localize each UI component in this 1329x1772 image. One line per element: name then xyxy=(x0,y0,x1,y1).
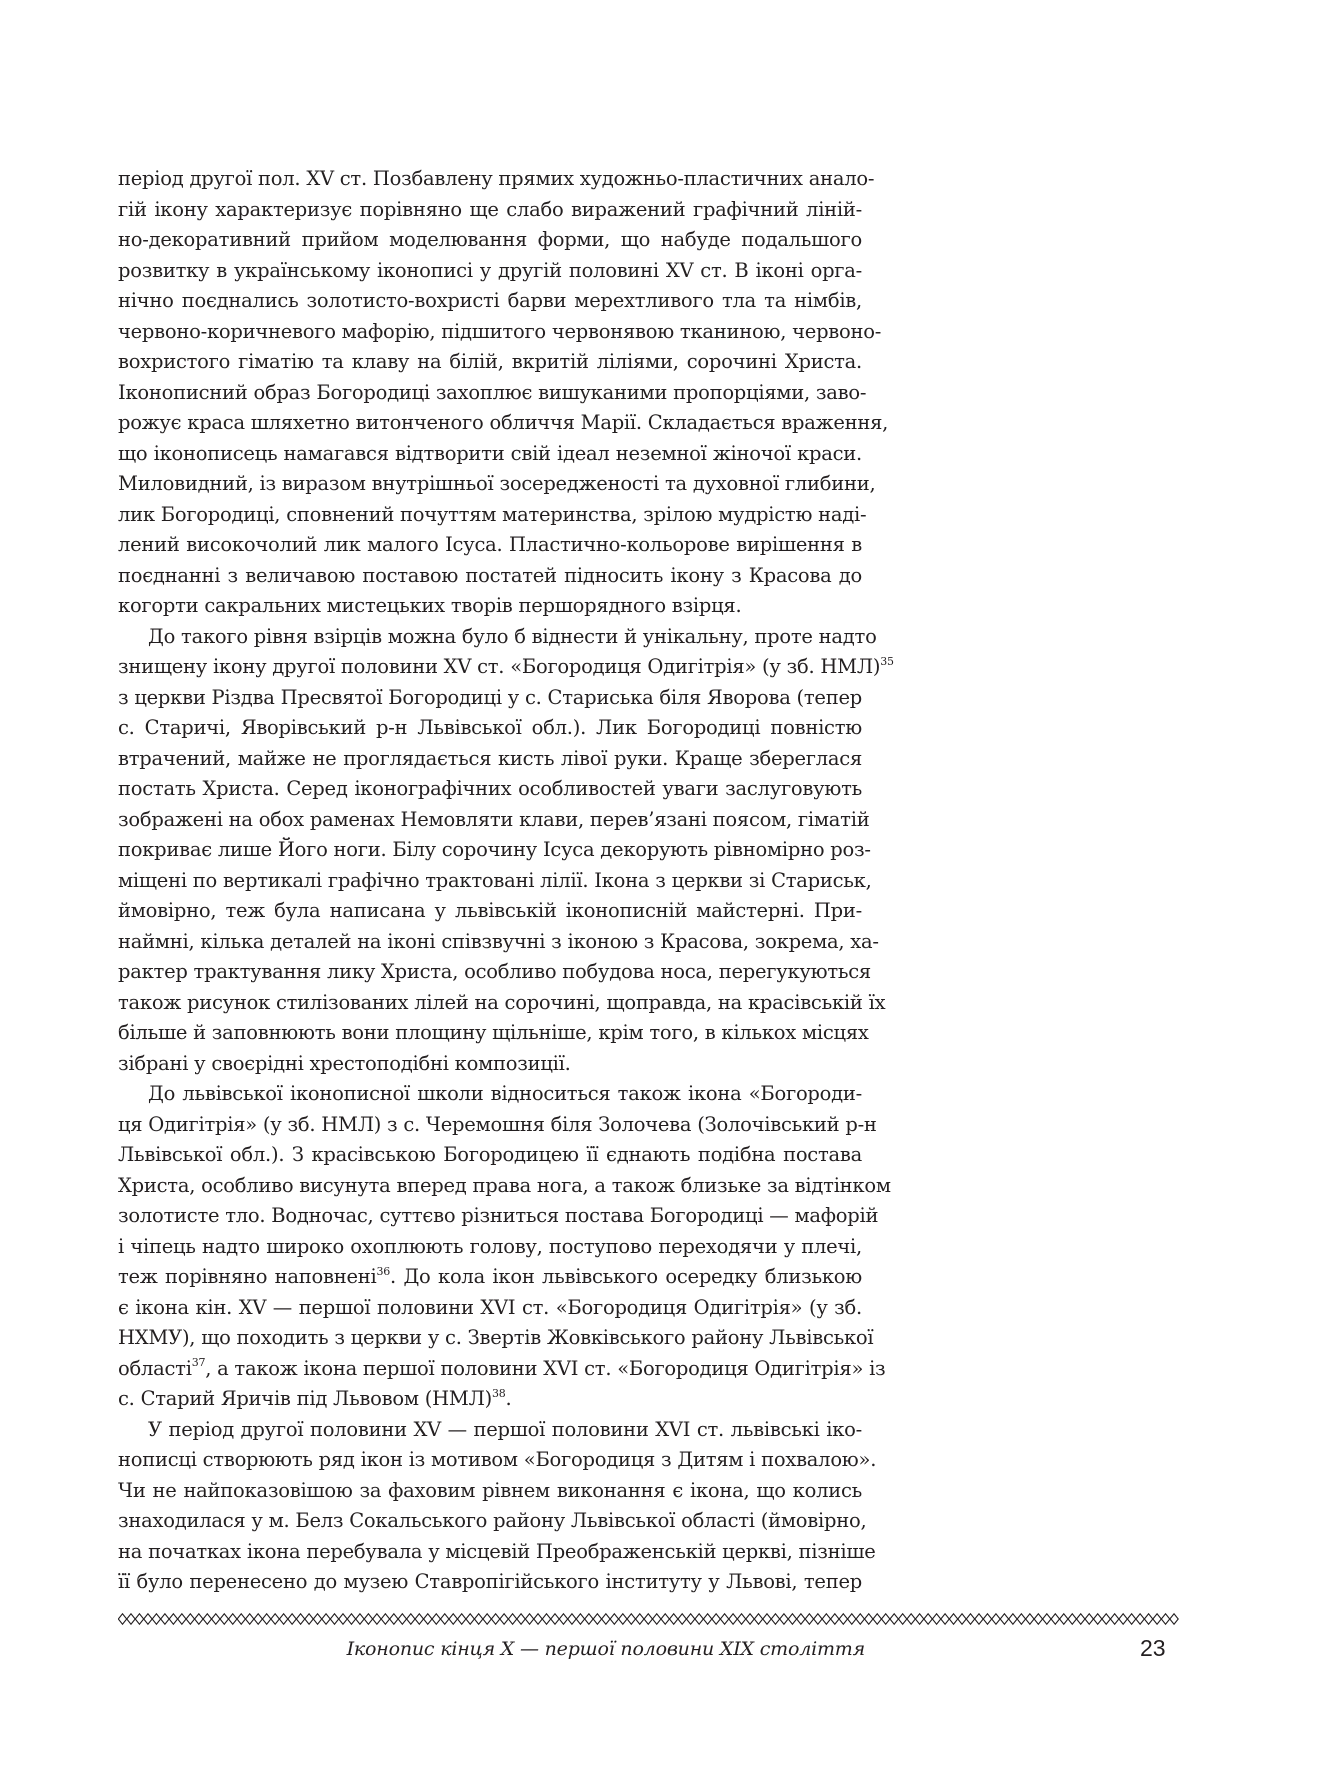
ornament-diamond xyxy=(627,1614,635,1624)
ornament-diamond xyxy=(593,1614,601,1624)
ornament-diamond xyxy=(788,1614,796,1624)
line-text: постать Христа. Серед іконографічних особливостей уваги заслуговують xyxy=(118,777,862,800)
ornament-diamond xyxy=(890,1614,898,1624)
text-line xyxy=(118,1262,862,1293)
ornament-diamond xyxy=(949,1614,957,1624)
text-line xyxy=(118,622,877,653)
line-text: її було перенесено до музею Ставропігійського інституту у Львові, тепер xyxy=(118,1570,862,1593)
line-text: Іконописний образ Богородиці захоплює вишуканими пропорціями, заво- xyxy=(118,380,867,404)
ornament-diamond xyxy=(212,1614,220,1624)
line-text: зображені на обох раменах Немовляти клави, перев’язані поясом, гіматій xyxy=(118,807,870,831)
ornament-diamond xyxy=(1000,1614,1008,1624)
ornament-diamond xyxy=(1119,1614,1127,1624)
ornament-diamond xyxy=(966,1614,974,1624)
decorative-ornament-divider xyxy=(118,1612,1182,1626)
ornament-diamond xyxy=(195,1614,203,1624)
ornament-diamond xyxy=(186,1614,194,1624)
ornament-diamond xyxy=(390,1614,398,1624)
ornament-diamond xyxy=(381,1614,389,1624)
ornament-diamond xyxy=(525,1614,533,1624)
ornament-diamond xyxy=(127,1614,135,1624)
ornament-diamond xyxy=(831,1614,839,1624)
text-line xyxy=(118,774,862,805)
line-text: знаходилася у м. Белз Сокальського району Львівської області (ймовірно, xyxy=(118,1509,867,1532)
ornament-diamond xyxy=(229,1614,237,1624)
footnote-ref: 38 xyxy=(491,1386,506,1400)
line-text: період другої пол. XV ст. Позбавлену прямих художньо-пластичних анало- xyxy=(118,167,875,190)
ornament-diamond xyxy=(907,1614,915,1624)
ornament-diamond xyxy=(271,1614,279,1624)
body-text xyxy=(118,164,894,1598)
ornament-diamond xyxy=(882,1614,890,1624)
text-line xyxy=(118,1323,874,1354)
text-line xyxy=(118,1537,876,1568)
ornament-diamond xyxy=(483,1614,491,1624)
line-text: зібрані у своєрідні хрестоподібні композиції. xyxy=(118,1051,571,1075)
text-line xyxy=(118,1049,862,1080)
ornament-diamond xyxy=(915,1614,923,1624)
ornament-diamond xyxy=(1051,1614,1059,1624)
ornament-diamond xyxy=(992,1614,1000,1624)
ornament-diamond xyxy=(356,1614,364,1624)
ornament-diamond xyxy=(466,1614,474,1624)
ornament-diamond xyxy=(1060,1614,1068,1624)
ornament-diamond xyxy=(551,1614,559,1624)
ornament-diamond xyxy=(720,1614,728,1624)
line-text: ця Одигітрія» (у зб. НМЛ) з с. Черемошня біля Золочева (Золочівський р-н xyxy=(118,1112,877,1136)
ornament-diamond xyxy=(610,1614,618,1624)
ornament-diamond xyxy=(542,1614,550,1624)
line-text: лений високочолий лик малого Ісуса. Пластично-кольорове вирішення в xyxy=(118,533,862,556)
ornament-diamond xyxy=(856,1614,864,1624)
ornament-diamond xyxy=(246,1614,254,1624)
ornament-diamond xyxy=(746,1614,754,1624)
text-line xyxy=(118,286,862,317)
line-text: на початках ікона перебувала у місцевій Преображенській церкві, пізніше xyxy=(118,1539,876,1563)
ornament-diamond xyxy=(729,1614,737,1624)
ornament-diamond xyxy=(585,1614,593,1624)
ornament-diamond xyxy=(296,1614,304,1624)
ornament-diamond xyxy=(458,1614,466,1624)
line-text: нописці створюють ряд ікон із мотивом «Богородиця з Дитям і похвалою». xyxy=(118,1448,877,1471)
ornament-diamond xyxy=(322,1614,330,1624)
line-text: з церкви Різдва Пресвятої Богородиці у с. Стариська біля Яворова (тепер xyxy=(118,685,862,709)
text-line xyxy=(118,530,862,561)
ornament-diamond xyxy=(118,1614,126,1624)
ornament-diamond xyxy=(1170,1614,1178,1624)
ornament-diamond xyxy=(178,1614,186,1624)
ornament-diamond xyxy=(517,1614,525,1624)
ornament-diamond xyxy=(279,1614,287,1624)
text-line xyxy=(118,561,862,592)
ornament-diamond xyxy=(364,1614,372,1624)
text-line xyxy=(118,1384,862,1415)
text-line xyxy=(118,805,870,836)
ornament-diamond xyxy=(576,1614,584,1624)
text-line xyxy=(118,988,886,1019)
ornament-diamond xyxy=(848,1614,856,1624)
line-text: У період другої половини XV — першої половини XVI ст. львівські іко- xyxy=(148,1417,862,1441)
ornament-diamond xyxy=(1136,1614,1144,1624)
ornament-diamond xyxy=(661,1614,669,1624)
text-line xyxy=(118,378,867,409)
ornament-diamond xyxy=(152,1614,160,1624)
ornament-diamond xyxy=(220,1614,228,1624)
ornament-diamond xyxy=(1068,1614,1076,1624)
text-line xyxy=(118,317,882,348)
ornament-diamond xyxy=(763,1614,771,1624)
line-text: рожує краса шляхетно витонченого обличчя Марії. Складається враження, xyxy=(118,411,889,434)
ornament-diamond xyxy=(712,1614,720,1624)
line-text: с. Старий Яричів під Львовом (НМЛ) xyxy=(118,1387,492,1410)
text-line xyxy=(118,1293,862,1324)
ornament-diamond xyxy=(1017,1614,1025,1624)
line-text: знищену ікону другої половини XV ст. «Богородиця Одигітрія» (у зб. НМЛ) xyxy=(118,655,881,678)
line-text: лик Богородиці, сповнений почуттям материнства, зрілою мудрістю наді- xyxy=(118,502,867,526)
ornament-diamond xyxy=(636,1614,644,1624)
text-line xyxy=(118,1567,862,1598)
line-text-continued: . До кола ікон львівського осередку близькою xyxy=(390,1265,862,1288)
text-line xyxy=(118,500,867,531)
line-text: теж порівняно наповнені xyxy=(118,1265,377,1288)
ornament-diamond xyxy=(491,1614,499,1624)
text-line xyxy=(118,1445,877,1476)
text-line xyxy=(118,713,862,744)
ornament-diamond xyxy=(898,1614,906,1624)
ornament-diamond xyxy=(474,1614,482,1624)
text-line xyxy=(118,591,862,622)
ornament-diamond xyxy=(449,1614,457,1624)
ornament-diamond xyxy=(559,1614,567,1624)
footnote-ref: 37 xyxy=(191,1356,206,1369)
ornament-diamond xyxy=(568,1614,576,1624)
ornament-diamond xyxy=(432,1614,440,1624)
ornament-diamond xyxy=(288,1614,296,1624)
ornament-diamond xyxy=(1026,1614,1034,1624)
line-text: також рисунок стилізованих лілей на сорочині, щоправда, на красівській їх xyxy=(118,990,886,1014)
ornament-diamond xyxy=(237,1614,245,1624)
line-text: червоно-коричневого мафорію, підшитого червонявою тканиною, червоно- xyxy=(118,319,882,343)
line-text: наймні, кілька деталей на іконі співзвучні з іконою з Красова, зокрема, ха- xyxy=(118,929,879,953)
ornament-diamond xyxy=(339,1614,347,1624)
ornament-diamond xyxy=(262,1614,270,1624)
ornament-diamond xyxy=(407,1614,415,1624)
line-text: більше й заповнюють вони площину щільніше, крім того, в кількох місцях xyxy=(118,1021,869,1044)
ornament-diamond xyxy=(1077,1614,1085,1624)
line-text: є ікона кін. XV — першої половини XVI ст. «Богородиця Одигітрія» (у зб. xyxy=(118,1295,862,1319)
line-text: і чіпець надто широко охоплюють голову, поступово переходячи у плечі, xyxy=(118,1234,862,1258)
ornament-diamond xyxy=(441,1614,449,1624)
text-line xyxy=(118,164,875,195)
footnote-ref: 36 xyxy=(376,1264,391,1278)
ornament-diamond xyxy=(330,1614,338,1624)
ornament-diamond xyxy=(703,1614,711,1624)
ornament-diamond xyxy=(347,1614,355,1624)
text-line xyxy=(118,439,862,470)
line-text: міщені по вертикалі графічно трактовані лілії. Ікона з церкви зі Стариськ, xyxy=(118,868,872,892)
line-text: До такого рівня взірців можна було б віднести й унікальну, проте надто xyxy=(148,624,877,648)
ornament-diamond xyxy=(1085,1614,1093,1624)
running-title: Іконопис кінця X — першої половини XIX століття xyxy=(346,1638,865,1660)
ornament-diamond xyxy=(602,1614,610,1624)
line-text: золотисте тло. Водночас, суттєво різниться постава Богородиці — мафорій xyxy=(118,1204,879,1227)
line-text: нічно поєднались золотисто-вохристі барви мерехтливого тла та німбів, xyxy=(118,289,862,312)
ornament-diamond xyxy=(983,1614,991,1624)
ornament-diamond xyxy=(313,1614,321,1624)
ornament-diamond xyxy=(695,1614,703,1624)
line-text: Христа, особливо висунута вперед права нога, а також близьке за відтінком xyxy=(118,1173,891,1197)
ornament-diamond xyxy=(958,1614,966,1624)
page-number: 23 xyxy=(1140,1635,1166,1661)
text-line xyxy=(118,256,862,287)
line-text: но-декоративний прийом моделювання форми, що набуде подальшого xyxy=(118,228,862,251)
ornament-diamond xyxy=(678,1614,686,1624)
line-text: вохристого гіматію та клаву на білій, вкритій ліліями, сорочині Христа. xyxy=(118,350,862,373)
text-line xyxy=(118,347,862,378)
text-line xyxy=(118,1476,862,1507)
ornament-diamond xyxy=(508,1614,516,1624)
ornament-diamond xyxy=(932,1614,940,1624)
ornament-diamond xyxy=(653,1614,661,1624)
ornament-diamond xyxy=(644,1614,652,1624)
ornament-diamond xyxy=(135,1614,143,1624)
line-text: рактер трактування лику Христа, особливо побудова носа, перегукуються xyxy=(118,960,871,983)
text-line xyxy=(118,469,876,500)
footnote-ref: 35 xyxy=(880,654,894,668)
ornament-diamond xyxy=(1009,1614,1017,1624)
line-text: втрачений, майже не проглядається кисть лівої руки. Краще збереглася xyxy=(118,746,862,770)
text-line xyxy=(118,1140,862,1171)
text-line xyxy=(118,835,871,866)
ornament-diamond xyxy=(814,1614,822,1624)
line-text: що іконописець намагався відтворити свій ідеал неземної жіночої краси. xyxy=(118,441,862,465)
text-line xyxy=(118,225,862,256)
ornament-diamond xyxy=(670,1614,678,1624)
ornament-diamond xyxy=(619,1614,627,1624)
text-line xyxy=(118,1506,867,1537)
ornament-diamond xyxy=(1153,1614,1161,1624)
ornament-diamond xyxy=(169,1614,177,1624)
ornament-diamond xyxy=(1043,1614,1051,1624)
text-line xyxy=(118,1110,877,1141)
text-line xyxy=(118,408,889,439)
line-text: когорти сакральних мистецьких творів першорядного взірця. xyxy=(118,594,742,617)
ornament-diamond xyxy=(1127,1614,1135,1624)
line-text: ймовірно, теж була написана у львівській іконописній майстерні. При- xyxy=(118,899,862,922)
ornament-diamond xyxy=(839,1614,847,1624)
ornament-diamond xyxy=(203,1614,211,1624)
ornament-diamond xyxy=(1110,1614,1118,1624)
line-text: гій ікону характеризує порівняно ще слабо виражений графічний ліній- xyxy=(118,197,862,221)
ornament-diamond xyxy=(305,1614,313,1624)
line-text-continued: , а також ікона першої половини XVI ст. «Богородиця Одигітрія» із xyxy=(205,1356,886,1380)
ornament-diamond xyxy=(865,1614,873,1624)
line-text: Миловидний, із виразом внутрішньої зосередженості та духовної глибини, xyxy=(118,472,876,495)
ornament-diamond xyxy=(424,1614,432,1624)
line-text: НХМУ), що походить з церкви у с. Звертів Жовківського району Львівської xyxy=(118,1326,874,1349)
ornament-diamond xyxy=(737,1614,745,1624)
ornament-diamond xyxy=(1161,1614,1169,1624)
text-line xyxy=(118,866,872,897)
text-line xyxy=(118,744,862,775)
ornament-diamond xyxy=(398,1614,406,1624)
line-text: с. Старичі, Яворівський р-н Львівської обл.). Лик Богородиці повністю xyxy=(118,716,862,739)
ornament-diamond xyxy=(941,1614,949,1624)
line-text: Чи не найпоказовішою за фаховим рівнем виконання є ікона, що колись xyxy=(118,1478,862,1502)
ornament-diamond xyxy=(975,1614,983,1624)
ornament-diamond xyxy=(161,1614,169,1624)
line-text: розвитку в українському іконописі у другій половині XV ст. В іконі орга- xyxy=(118,258,862,282)
ornament-diamond xyxy=(873,1614,881,1624)
ornament-diamond xyxy=(805,1614,813,1624)
ornament-diamond xyxy=(500,1614,508,1624)
ornament-diamond xyxy=(797,1614,805,1624)
text-line xyxy=(118,1232,862,1263)
ornament-diamond xyxy=(1034,1614,1042,1624)
ornament-diamond xyxy=(822,1614,830,1624)
text-line xyxy=(118,896,862,927)
ornament-diamond xyxy=(415,1614,423,1624)
text-line xyxy=(118,195,862,226)
ornament-diamond xyxy=(686,1614,694,1624)
ornament-diamond xyxy=(771,1614,779,1624)
text-line xyxy=(118,1354,886,1385)
ornament-diamond xyxy=(1144,1614,1152,1624)
ornament-diamond xyxy=(754,1614,762,1624)
line-text: Львівської обл.). З красівською Богородицею її єднають подібна постава xyxy=(118,1143,862,1166)
line-text: поєднанні з величавою поставою постатей підносить ікону з Красова до xyxy=(118,563,862,587)
text-line xyxy=(118,1415,862,1446)
text-line xyxy=(118,927,879,958)
text-line xyxy=(118,957,871,988)
text-line xyxy=(118,683,862,714)
ornament-diamond xyxy=(254,1614,262,1624)
line-text: До львівської іконописної школи відноситься також ікона «Богороди- xyxy=(148,1082,862,1105)
ornament-diamond xyxy=(373,1614,381,1624)
text-line xyxy=(118,1171,891,1202)
text-line xyxy=(118,1079,862,1110)
line-text: покриває лише Його ноги. Білу сорочину Ісуса декорують рівномірно роз- xyxy=(118,838,871,861)
line-text: області xyxy=(118,1356,192,1380)
text-line xyxy=(118,1018,869,1049)
text-line xyxy=(118,1201,879,1232)
line-text-continued: . xyxy=(505,1387,512,1410)
ornament-diamond xyxy=(1102,1614,1110,1624)
text-line xyxy=(118,652,894,683)
ornament-diamond xyxy=(144,1614,152,1624)
ornament-diamond xyxy=(924,1614,932,1624)
ornament-diamond xyxy=(1094,1614,1102,1624)
ornament-diamond xyxy=(534,1614,542,1624)
ornament-diamond xyxy=(780,1614,788,1624)
